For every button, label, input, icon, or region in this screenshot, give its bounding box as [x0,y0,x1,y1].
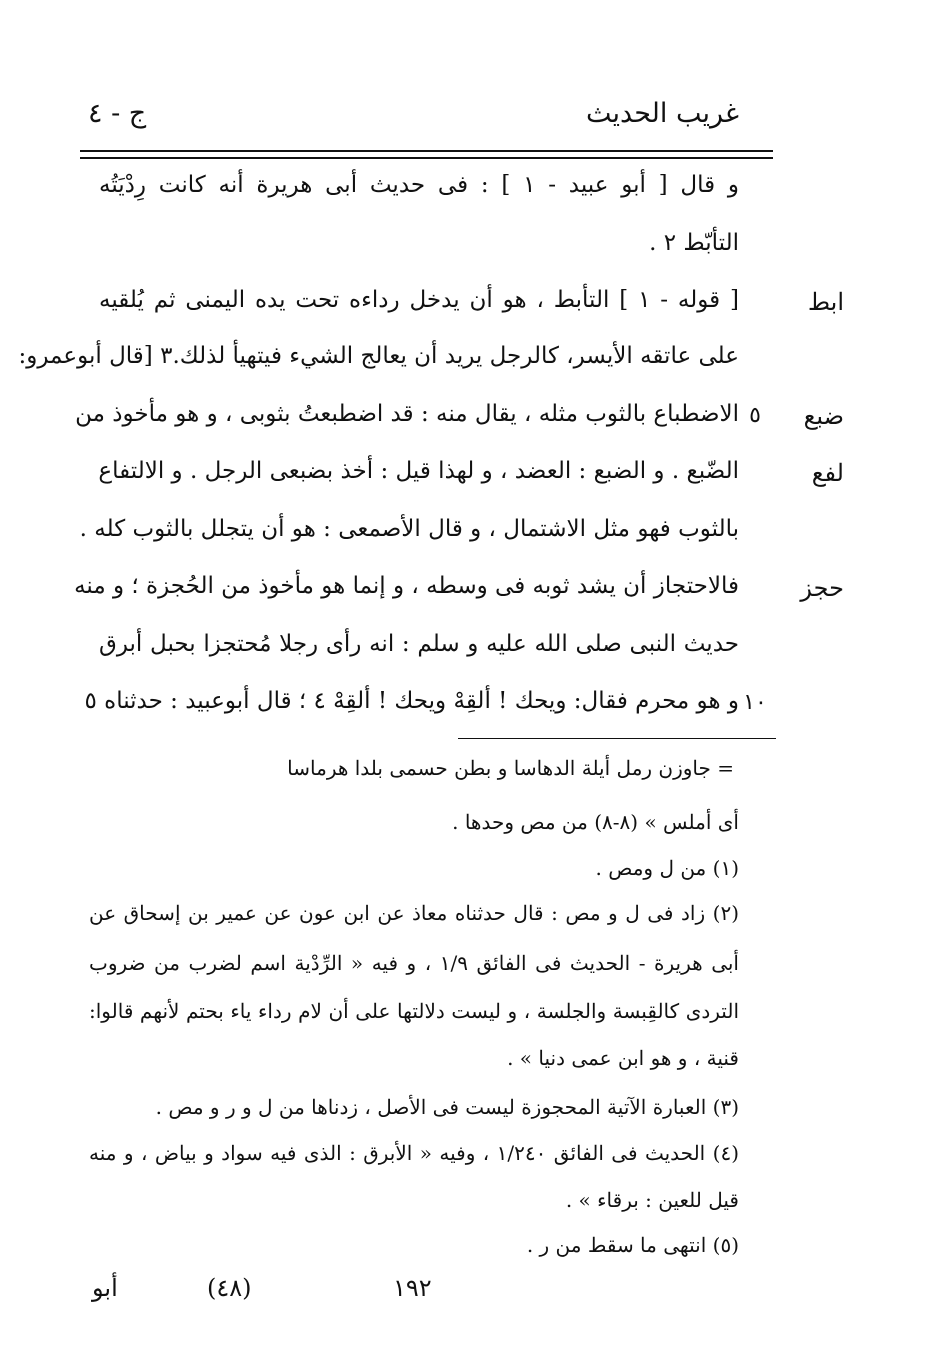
footnote-line: (١) من ل ومص . [595,856,739,880]
body-line: حديث النبى صلى الله عليه و سلم : انه رأى رجلا مُحتجزا بحبل أبرق [99,631,739,657]
margin-root-word: ضبع [803,402,844,430]
footnote-line: (٤) الحديث فى الفائق ١/٢٤٠ ، وفيه « الأبرق : الذى فيه سواد و بياض ، و منه [89,1141,739,1165]
footnote-line: قنية ، و هو ابن عمى دنيا » . [507,1046,739,1070]
margin-root-word: حجز [800,574,844,602]
footnote-line: (٥) انتهى ما سقط من ر . [526,1233,739,1257]
footnote-line: أى أملس » (٨-٨) من مص وحدها . [452,810,739,834]
body-line: الضّبع . و الضبع : العضد ، و لهذا قيل : أخذ بضبعى الرجل . و الالتفاع [98,458,739,484]
body-line: بالثوب فهو مثل الاشتمال ، و قال الأصمعى : هو أن يتجلل بالثوب كله . [79,516,739,542]
line-number: ١٠ [743,690,767,715]
margin-root-word: ابط [807,288,844,316]
footnote-rule [458,738,776,739]
body-line: الاضطباع بالثوب مثله ، يقال منه : قد اضطبعتُ بثوبى ، و هو مأخوذ من [75,401,739,427]
body-line: و هو محرم فقال: ويحك ! ألقِهْ ويحك ! ألقِهْ ٤ ؛ قال أبوعبيد : حدثناه ٥ [84,688,739,714]
signature-mark: (٤٨) [207,1274,252,1302]
header-rule [80,150,773,152]
footnote-line: (٣) العبارة الآتية المحجوزة ليست فى الأصل ، زدناها من ل و ر و مص . [155,1095,739,1119]
line-number: ٥ [749,403,761,428]
catchword: أبو [92,1274,118,1302]
footnote-line: قيل للعين : برقاء » . [565,1188,739,1212]
margin-root-word: لفع [811,459,844,487]
footnote-line: (٢) زاد فى ل و مص : قال حدثناه معاذ عن ابن عون عن عمير بن إسحاق عن [89,901,739,925]
volume-label: ج - ٤ [88,98,147,129]
body-line: فالاحتجاز أن يشد ثوبه فى وسطه ، و إنما هو مأخوذ من الحُجزة ؛ و منه [74,573,739,599]
running-title: غريب الحديث [586,98,739,129]
body-line: [ قوله - ١ ] التأبط ، هو أن يدخل رداءه تحت يده اليمنى ثم يُلقيه [99,287,739,313]
footnote-line: التردى كالقِبسة والجلسة ، و ليست دلالتها على أن لام رداء ياء بحتم لأنهم قالوا: [89,999,739,1023]
footnote-line: = جاوزن رمل أيلة الدهاسا و بطن حسمى بلدا هرماسا [287,756,734,780]
header-rule [80,157,773,159]
footnote-line: أبى هريرة - الحديث فى الفائق ١/٩ ، و فيه « الرِّدْية اسم لضرب من ضروب [89,951,739,975]
body-line: و قال [ أبو عبيد - ١ ] : فى حديث أبى هريرة أنه كانت رِدْيَتُه [99,172,739,198]
body-line: التأبّط ٢ . [649,230,739,256]
body-line: على عاتقه الأيسر، كالرجل يريد أن يعالج الشيء فيتهيأ لذلك.٣ [قال أبوعمرو: [18,343,739,369]
page-number: ١٩٢ [393,1274,432,1302]
